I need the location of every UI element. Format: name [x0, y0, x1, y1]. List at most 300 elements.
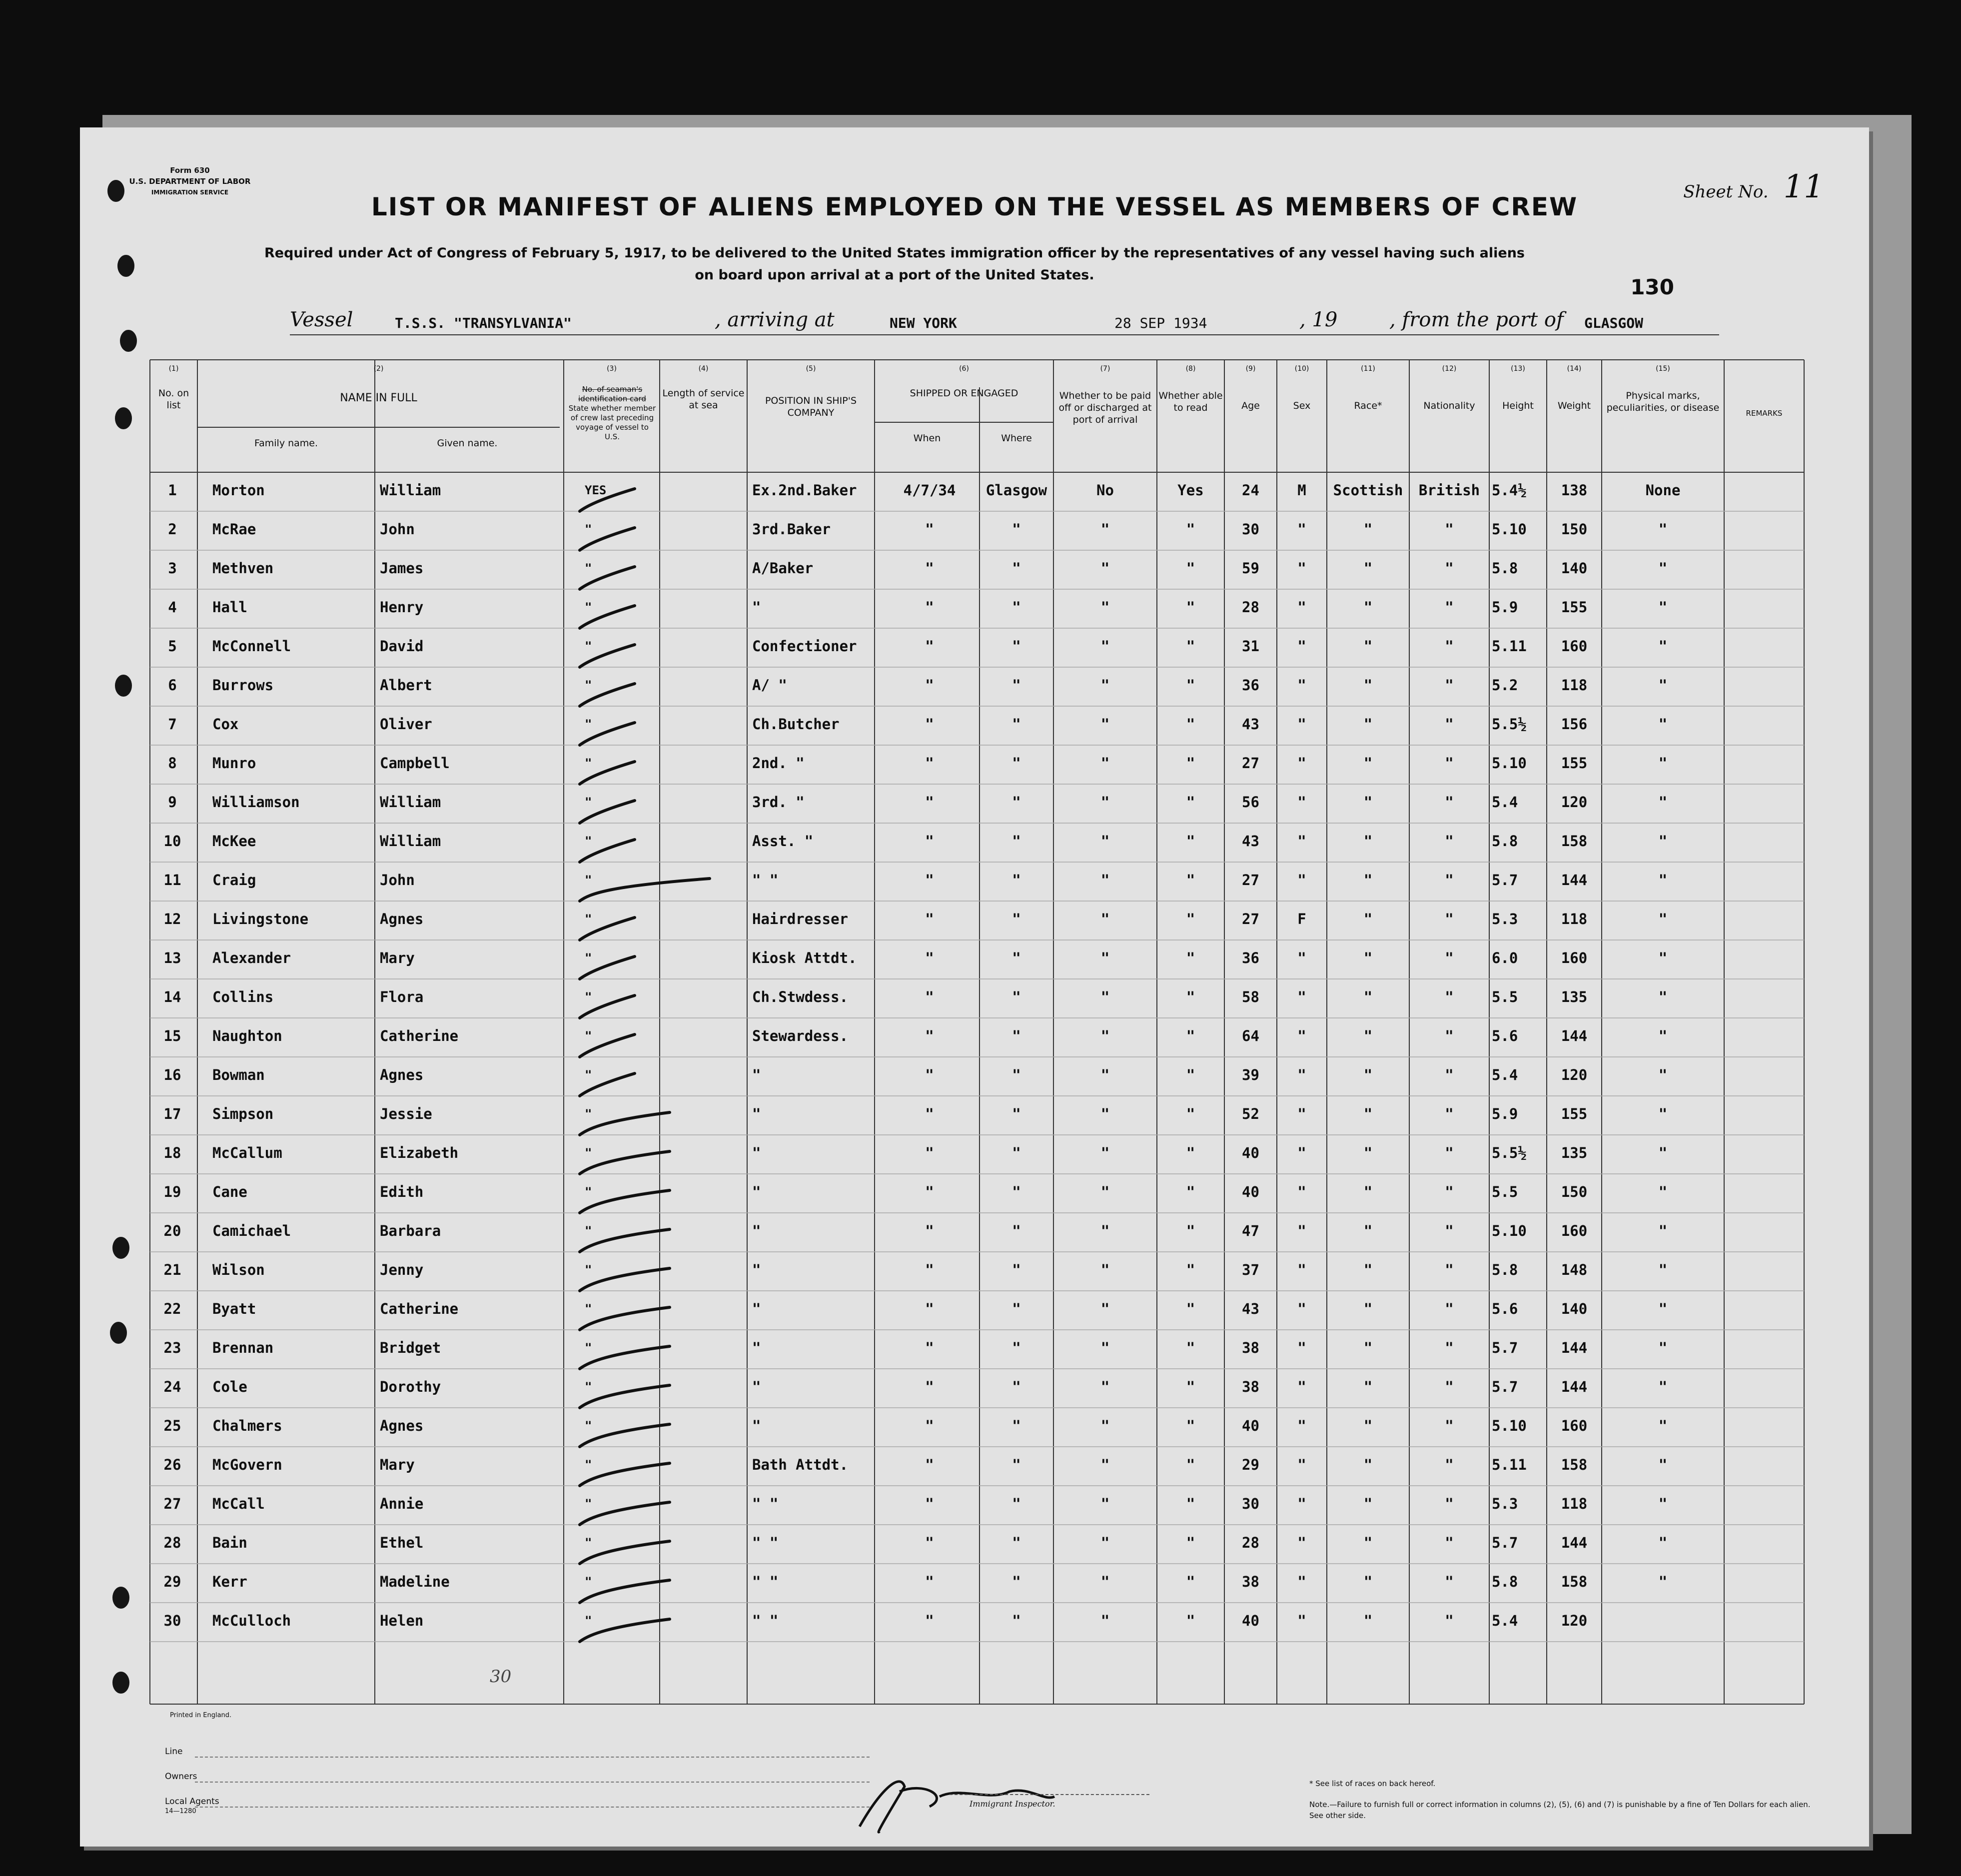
cell-age: 39: [1242, 1066, 1259, 1083]
cell-weight: 135: [1561, 1144, 1588, 1161]
cell-given-name: Mary: [380, 949, 415, 966]
check-mark: [580, 879, 710, 901]
column-number: (15): [1656, 365, 1670, 373]
cell-age: 47: [1242, 1222, 1259, 1239]
cell-shipped-where: ": [1012, 1261, 1021, 1278]
cell-previous-voyage: ": [585, 1107, 592, 1121]
cell-paid-off: ": [1100, 911, 1110, 928]
cell-family-name: Chalmers: [212, 1417, 282, 1434]
cell-given-name: Ethel: [380, 1534, 424, 1551]
cell-height: 5.7: [1492, 872, 1518, 889]
cell-able-to-read: ": [1186, 638, 1195, 655]
cell-weight: 150: [1561, 1183, 1588, 1200]
cell-row-number: 5: [168, 638, 177, 655]
check-mark: [580, 1073, 635, 1096]
cell-shipped-where: Glasgow: [985, 482, 1047, 499]
check-mark: [580, 684, 635, 706]
cell-previous-voyage: YES: [585, 483, 607, 497]
column-number: (12): [1442, 365, 1457, 373]
cell-row-number: 14: [163, 988, 181, 1005]
cell-height: 5.3: [1492, 1495, 1518, 1512]
column-number: (8): [1185, 365, 1196, 373]
arrival-date-stamp: 28 SEP 1934: [1114, 315, 1207, 331]
cell-position: ": [752, 1339, 761, 1356]
cell-shipped-when: ": [925, 560, 934, 577]
cell-given-name: William: [380, 794, 441, 811]
cell-able-to-read: ": [1186, 716, 1195, 733]
column-number: (5): [806, 365, 816, 373]
cell-nationality: ": [1445, 716, 1454, 733]
cell-shipped-where: ": [1012, 1105, 1021, 1122]
check-mark: [580, 918, 635, 940]
cell-able-to-read: ": [1186, 988, 1195, 1005]
header-given-name: Given name.: [437, 438, 498, 449]
cell-age: 28: [1242, 1534, 1259, 1551]
cell-weight: 158: [1561, 1573, 1588, 1590]
cell-family-name: Hall: [212, 599, 247, 616]
cell-previous-voyage: ": [585, 1029, 592, 1043]
cell-shipped-when: ": [925, 521, 934, 538]
cell-height: 5.10: [1492, 521, 1527, 538]
cell-age: 38: [1242, 1573, 1259, 1590]
cell-physical-marks: ": [1658, 949, 1668, 966]
cell-row-number: 19: [163, 1183, 181, 1200]
cell-race: ": [1363, 1183, 1373, 1200]
cell-shipped-when: ": [925, 1261, 934, 1278]
cell-shipped-where: ": [1012, 988, 1021, 1005]
cell-height: 5.4½: [1492, 482, 1527, 499]
cell-able-to-read: ": [1186, 560, 1195, 577]
cell-race: ": [1363, 872, 1373, 889]
cell-row-number: 11: [163, 872, 181, 889]
cell-family-name: Cane: [212, 1183, 247, 1200]
cell-able-to-read: ": [1186, 1339, 1195, 1356]
vessel-name: T.S.S. "TRANSYLVANIA": [395, 315, 572, 331]
cell-sex: ": [1297, 755, 1306, 772]
department-name: U.S. DEPARTMENT OF LABOR: [129, 177, 251, 186]
cell-able-to-read: ": [1186, 1534, 1195, 1551]
cell-family-name: Alexander: [212, 949, 291, 966]
cell-previous-voyage: ": [585, 1575, 592, 1589]
cell-able-to-read: ": [1186, 911, 1195, 928]
cell-shipped-where: ": [1012, 1534, 1021, 1551]
check-mark: [580, 1463, 670, 1486]
header-paid-off: Whether to be paid off or discharged at port of arrival: [1058, 390, 1152, 425]
cell-row-number: 26: [163, 1456, 181, 1473]
cell-row-number: 17: [163, 1105, 181, 1122]
header-remarks: REMARKS: [1746, 409, 1783, 418]
manifest-sheet: [80, 127, 1869, 1847]
cell-family-name: McGovern: [212, 1456, 282, 1473]
cell-sex: ": [1297, 1222, 1306, 1239]
cell-paid-off: ": [1100, 1573, 1110, 1590]
cell-previous-voyage: ": [585, 561, 592, 575]
cell-previous-voyage: ": [585, 1263, 592, 1277]
cell-paid-off: ": [1100, 1144, 1110, 1161]
cell-able-to-read: Yes: [1177, 482, 1204, 499]
cell-position: " ": [752, 1534, 779, 1551]
cell-shipped-when: ": [925, 1534, 934, 1551]
cell-row-number: 28: [163, 1534, 181, 1551]
cell-shipped-where: ": [1012, 1612, 1021, 1629]
cell-family-name: Bain: [212, 1534, 247, 1551]
cell-paid-off: ": [1100, 560, 1110, 577]
cell-paid-off: ": [1100, 1105, 1110, 1122]
cell-nationality: ": [1445, 794, 1454, 811]
check-mark: [580, 840, 635, 862]
cell-shipped-where: ": [1012, 1183, 1021, 1200]
cell-position: Kiosk Attdt.: [752, 949, 857, 966]
cell-able-to-read: ": [1186, 599, 1195, 616]
cell-paid-off: ": [1100, 716, 1110, 733]
column-number: (14): [1567, 365, 1582, 373]
cell-row-number: 3: [168, 560, 177, 577]
cell-paid-off: ": [1100, 1027, 1110, 1044]
cell-height: 5.7: [1492, 1339, 1518, 1356]
cell-shipped-when: ": [925, 1144, 934, 1161]
cell-given-name: Helen: [380, 1612, 424, 1629]
cell-sex: ": [1297, 1378, 1306, 1395]
cell-height: 5.6: [1492, 1027, 1518, 1044]
cell-weight: 160: [1561, 638, 1588, 655]
cell-position: " ": [752, 1495, 779, 1512]
cell-age: 43: [1242, 833, 1259, 850]
cell-nationality: ": [1445, 1612, 1454, 1629]
header-able-to-read: Whether able to read: [1158, 390, 1223, 413]
cell-sex: ": [1297, 677, 1306, 694]
cell-race: ": [1363, 560, 1373, 577]
cell-shipped-when: ": [925, 716, 934, 733]
cell-sex: ": [1297, 560, 1306, 577]
cell-age: 40: [1242, 1612, 1259, 1629]
cell-physical-marks: ": [1658, 872, 1668, 889]
cell-given-name: John: [380, 521, 415, 538]
cell-paid-off: ": [1100, 833, 1110, 850]
cell-able-to-read: ": [1186, 1495, 1195, 1512]
column-number: (7): [1100, 365, 1110, 373]
cell-sex: ": [1297, 1144, 1306, 1161]
cell-nationality: ": [1445, 1573, 1454, 1590]
cell-paid-off: ": [1100, 1300, 1110, 1317]
cell-sex: ": [1297, 988, 1306, 1005]
cell-sex: ": [1297, 1183, 1306, 1200]
check-mark: [580, 1112, 670, 1135]
handwritten-total: 30: [490, 1667, 512, 1687]
column-number: (11): [1361, 365, 1375, 373]
cell-age: 29: [1242, 1456, 1259, 1473]
cell-position: A/Baker: [752, 560, 814, 577]
cell-given-name: William: [380, 833, 441, 850]
cell-family-name: Craig: [212, 872, 256, 889]
cell-weight: 144: [1561, 1534, 1588, 1551]
cell-able-to-read: ": [1186, 1105, 1195, 1122]
cell-weight: 118: [1561, 911, 1588, 928]
header-preceding-voyage: State whether member of crew last preceding voyage of vessel to U.S.: [568, 404, 656, 441]
cell-position: ": [752, 1183, 761, 1200]
cell-row-number: 21: [163, 1261, 181, 1278]
cell-weight: 148: [1561, 1261, 1588, 1278]
cell-position: ": [752, 1066, 761, 1083]
cell-row-number: 7: [168, 716, 177, 733]
check-mark: [580, 1580, 670, 1603]
cell-shipped-when: ": [925, 872, 934, 889]
cell-paid-off: ": [1100, 677, 1110, 694]
check-mark: [580, 528, 635, 550]
handwriting-layer: [80, 127, 1869, 1847]
cell-shipped-where: ": [1012, 716, 1021, 733]
cell-nationality: ": [1445, 1261, 1454, 1278]
cell-weight: 160: [1561, 949, 1588, 966]
header-name-in-full: NAME IN FULL: [340, 392, 417, 404]
cell-race: Scottish: [1333, 482, 1403, 499]
cell-family-name: McCulloch: [212, 1612, 291, 1629]
cell-race: ": [1363, 599, 1373, 616]
cell-position: " ": [752, 1612, 779, 1629]
cell-sex: ": [1297, 521, 1306, 538]
cell-nationality: ": [1445, 1144, 1454, 1161]
penalty-note: Note.—Failure to furnish full or correct information in columns (2), (5), (6) and (7) is punishable by a fine of Ten Dollars for each alien. See other side.: [1309, 1800, 1811, 1820]
cell-paid-off: ": [1100, 599, 1110, 616]
cell-row-number: 18: [163, 1144, 181, 1161]
cell-shipped-where: ": [1012, 560, 1021, 577]
cell-age: 58: [1242, 988, 1259, 1005]
cell-able-to-read: ": [1186, 1378, 1195, 1395]
cell-height: 5.6: [1492, 1300, 1518, 1317]
cell-shipped-where: ": [1012, 1495, 1021, 1512]
vessel-label: Vessel: [290, 308, 353, 331]
cell-shipped-when: ": [925, 1300, 934, 1317]
column-number: (3): [607, 365, 617, 373]
cell-nationality: ": [1445, 1339, 1454, 1356]
check-mark: [580, 762, 635, 784]
cell-nationality: ": [1445, 755, 1454, 772]
cell-paid-off: ": [1100, 521, 1110, 538]
check-mark: [580, 956, 635, 979]
cell-shipped-where: ": [1012, 1456, 1021, 1473]
cell-shipped-where: ": [1012, 872, 1021, 889]
cell-given-name: Agnes: [380, 911, 424, 928]
cell-paid-off: ": [1100, 1417, 1110, 1434]
inspector-line: [950, 1794, 1149, 1795]
column-number: (4): [698, 365, 709, 373]
cell-physical-marks: ": [1658, 1105, 1668, 1122]
cell-family-name: McConnell: [212, 638, 291, 655]
owners-label: Owners: [165, 1772, 197, 1782]
cell-physical-marks: ": [1658, 1300, 1668, 1317]
cell-family-name: Naughton: [212, 1027, 282, 1044]
cell-weight: 158: [1561, 833, 1588, 850]
cell-row-number: 24: [163, 1378, 181, 1395]
cell-physical-marks: ": [1658, 1183, 1668, 1200]
cell-shipped-when: ": [925, 1417, 934, 1434]
cell-row-number: 4: [168, 599, 177, 616]
cell-age: 36: [1242, 949, 1259, 966]
cell-sex: ": [1297, 1612, 1306, 1629]
cell-shipped-when: ": [925, 1183, 934, 1200]
cell-race: ": [1363, 1612, 1373, 1629]
cell-paid-off: ": [1100, 1612, 1110, 1629]
form-code: 14—1280: [165, 1808, 196, 1815]
cell-able-to-read: ": [1186, 833, 1195, 850]
cell-previous-voyage: ": [585, 1185, 592, 1199]
cell-family-name: Livingstone: [212, 911, 309, 928]
cell-able-to-read: ": [1186, 794, 1195, 811]
cell-position: 3rd. ": [752, 794, 805, 811]
header-where: Where: [1001, 433, 1032, 444]
cell-given-name: Bridget: [380, 1339, 441, 1356]
cell-paid-off: ": [1100, 1378, 1110, 1395]
cell-able-to-read: ": [1186, 1261, 1195, 1278]
cell-family-name: Byatt: [212, 1300, 256, 1317]
cell-sex: ": [1297, 794, 1306, 811]
cell-paid-off: ": [1100, 638, 1110, 655]
cell-race: ": [1363, 521, 1373, 538]
cell-previous-voyage: ": [585, 600, 592, 614]
cell-race: ": [1363, 1027, 1373, 1044]
cell-position: ": [752, 1144, 761, 1161]
header-nationality: Nationality: [1423, 400, 1475, 411]
cell-age: 64: [1242, 1027, 1259, 1044]
cell-row-number: 6: [168, 677, 177, 694]
cell-shipped-when: ": [925, 1339, 934, 1356]
column-number: (6): [959, 365, 969, 373]
cell-physical-marks: ": [1658, 1066, 1668, 1083]
cell-row-number: 23: [163, 1339, 181, 1356]
cell-race: ": [1363, 1534, 1373, 1551]
subtitle-line-2: on board upon arrival at a port of the United States.: [695, 267, 1094, 283]
cell-family-name: Burrows: [212, 677, 274, 694]
line-label: Line: [165, 1747, 183, 1757]
cell-height: 5.7: [1492, 1534, 1518, 1551]
origin-port: GLASGOW: [1584, 315, 1644, 331]
cell-previous-voyage: ": [585, 1302, 592, 1316]
cell-previous-voyage: ": [585, 1224, 592, 1238]
cell-physical-marks: ": [1658, 716, 1668, 733]
cell-given-name: David: [380, 638, 424, 655]
cell-given-name: Flora: [380, 988, 424, 1005]
subtitle-line-1: Required under Act of Congress of February 5, 1917, to be delivered to the United States immigration officer by the representatives of any vessel having such aliens: [264, 245, 1525, 261]
header-weight: Weight: [1557, 400, 1591, 411]
cell-age: 43: [1242, 1300, 1259, 1317]
cell-paid-off: ": [1100, 755, 1110, 772]
cell-weight: 158: [1561, 1456, 1588, 1473]
cell-nationality: ": [1445, 1456, 1454, 1473]
cell-height: 5.8: [1492, 833, 1518, 850]
cell-nationality: ": [1445, 1066, 1454, 1083]
check-mark: [580, 1034, 635, 1057]
cell-shipped-when: ": [925, 833, 934, 850]
header-seaman-card-struck: No. of seaman's identification card: [578, 385, 646, 403]
cell-nationality: ": [1445, 1495, 1454, 1512]
cell-race: ": [1363, 1222, 1373, 1239]
cell-position: ": [752, 1222, 761, 1239]
cell-previous-voyage: ": [585, 951, 592, 965]
cell-physical-marks: ": [1658, 1378, 1668, 1395]
cell-physical-marks: ": [1658, 911, 1668, 928]
cell-family-name: Munro: [212, 755, 256, 772]
cell-race: ": [1363, 1300, 1373, 1317]
cell-physical-marks: ": [1658, 521, 1668, 538]
cell-sex: ": [1297, 833, 1306, 850]
cell-weight: 156: [1561, 716, 1588, 733]
cell-able-to-read: ": [1186, 872, 1195, 889]
cell-previous-voyage: ": [585, 1536, 592, 1550]
cell-row-number: 27: [163, 1495, 181, 1512]
cell-physical-marks: ": [1658, 1339, 1668, 1356]
cell-sex: ": [1297, 638, 1306, 655]
cell-age: 27: [1242, 911, 1259, 928]
column-number: (1): [168, 365, 179, 373]
cell-family-name: Camichael: [212, 1222, 291, 1239]
check-mark: [580, 801, 635, 823]
cell-paid-off: ": [1100, 794, 1110, 811]
cell-sex: ": [1297, 716, 1306, 733]
sheet-number-value: 11: [1783, 168, 1824, 205]
cell-nationality: ": [1445, 1222, 1454, 1239]
cell-shipped-where: ": [1012, 949, 1021, 966]
cell-weight: 135: [1561, 988, 1588, 1005]
cell-previous-voyage: ": [585, 873, 592, 887]
cell-sex: ": [1297, 599, 1306, 616]
cell-able-to-read: ": [1186, 1027, 1195, 1044]
check-mark: [580, 1307, 670, 1330]
cell-height: 5.10: [1492, 1222, 1527, 1239]
cell-nationality: ": [1445, 1534, 1454, 1551]
cell-height: 5.11: [1492, 638, 1527, 655]
cell-shipped-where: ": [1012, 1066, 1021, 1083]
cell-given-name: John: [380, 872, 415, 889]
cell-position: Confectioner: [752, 638, 857, 655]
cell-weight: 160: [1561, 1222, 1588, 1239]
cell-race: ": [1363, 1378, 1373, 1395]
cell-height: 5.8: [1492, 1261, 1518, 1278]
cell-sex: ": [1297, 1417, 1306, 1434]
cell-paid-off: ": [1100, 1456, 1110, 1473]
cell-family-name: McCallum: [212, 1144, 282, 1161]
cell-weight: 118: [1561, 677, 1588, 694]
immigrant-inspector-label: Immigrant Inspector.: [970, 1799, 1055, 1809]
check-mark: [580, 1424, 670, 1447]
arriving-label: , arriving at: [715, 308, 835, 331]
cell-shipped-where: ": [1012, 1144, 1021, 1161]
cell-physical-marks: ": [1658, 638, 1668, 655]
cell-physical-marks: ": [1658, 1144, 1668, 1161]
cell-given-name: Dorothy: [380, 1378, 441, 1395]
cell-able-to-read: ": [1186, 1456, 1195, 1473]
cell-race: ": [1363, 949, 1373, 966]
sheet-number-label: Sheet No.: [1683, 182, 1769, 202]
cell-paid-off: ": [1100, 1261, 1110, 1278]
cell-shipped-where: ": [1012, 1222, 1021, 1239]
cell-weight: 140: [1561, 1300, 1588, 1317]
cell-age: 40: [1242, 1183, 1259, 1200]
cell-sex: F: [1297, 911, 1306, 928]
cell-previous-voyage: ": [585, 990, 592, 1004]
cell-able-to-read: ": [1186, 1144, 1195, 1161]
cell-weight: 144: [1561, 1378, 1588, 1395]
check-mark: [580, 1502, 670, 1525]
cell-height: 5.5: [1492, 1183, 1518, 1200]
cell-paid-off: ": [1100, 872, 1110, 889]
cell-previous-voyage: ": [585, 678, 592, 692]
cell-row-number: 13: [163, 949, 181, 966]
cell-previous-voyage: ": [585, 1146, 592, 1160]
cell-paid-off: ": [1100, 988, 1110, 1005]
cell-position: " ": [752, 872, 779, 889]
check-mark: [580, 606, 635, 628]
cell-shipped-when: ": [925, 1573, 934, 1590]
cell-shipped-when: ": [925, 677, 934, 694]
